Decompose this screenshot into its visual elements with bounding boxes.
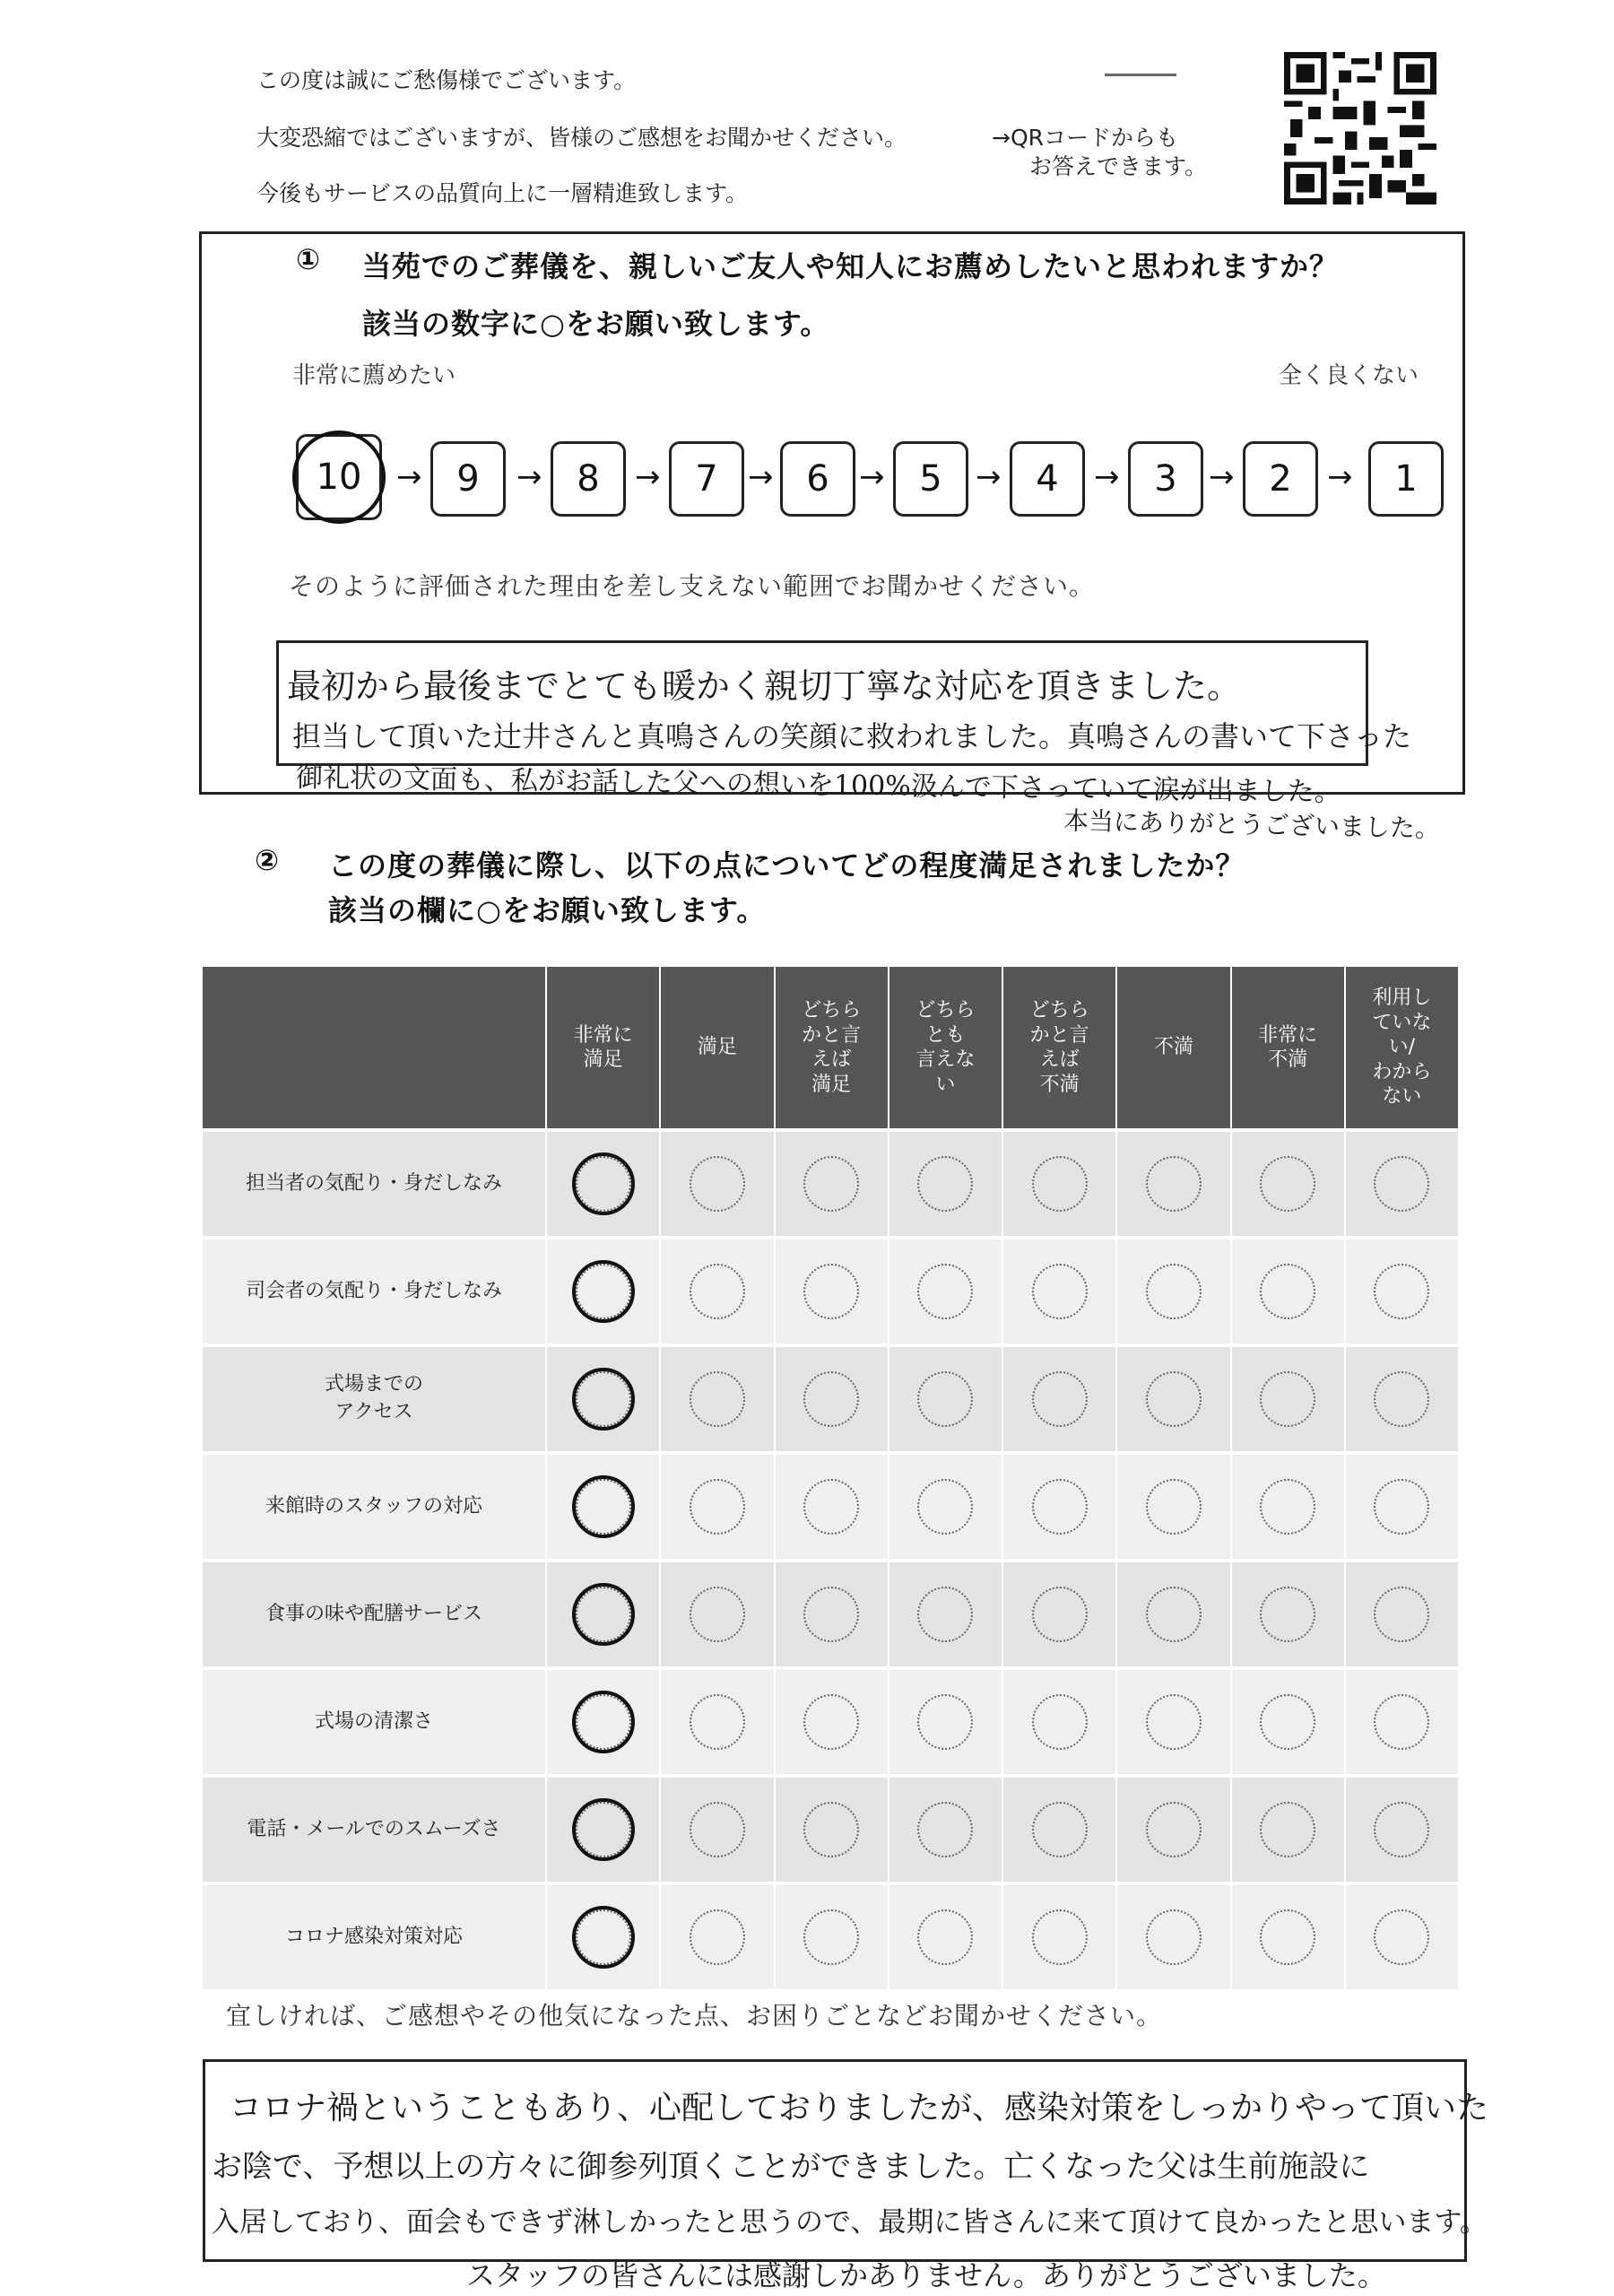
selected-circle-option[interactable]	[576, 1264, 631, 1319]
rating-cell	[1344, 1778, 1458, 1882]
q1-number: ①	[296, 242, 322, 276]
circle-option[interactable]	[1146, 1156, 1202, 1212]
q2-title: この度の葬儀に際し、以下の点についてどの程度満足されましたか？	[328, 848, 1245, 883]
circle-option[interactable]	[1374, 1371, 1429, 1427]
rating-cell	[1344, 1670, 1458, 1774]
scale-3[interactable]	[1128, 441, 1203, 517]
circle-option[interactable]	[690, 1694, 745, 1750]
circle-option[interactable]	[1146, 1371, 1202, 1427]
circle-option[interactable]	[1146, 1264, 1202, 1319]
scale-4[interactable]	[1010, 441, 1085, 517]
circle-option[interactable]	[1032, 1909, 1088, 1965]
circle-option[interactable]	[1032, 1802, 1088, 1857]
selected-circle-option[interactable]	[576, 1156, 631, 1212]
selected-circle-option[interactable]	[576, 1802, 631, 1857]
circle-option[interactable]	[1146, 1694, 1202, 1750]
circle-option[interactable]	[1032, 1587, 1088, 1642]
circle-option[interactable]	[690, 1587, 745, 1642]
circle-option[interactable]	[1374, 1587, 1429, 1642]
circle-option[interactable]	[917, 1802, 973, 1857]
table-row	[203, 1451, 1458, 1559]
circle-option[interactable]	[690, 1264, 745, 1319]
rating-cell	[545, 1562, 659, 1666]
circle-option[interactable]	[803, 1802, 859, 1857]
circle-option[interactable]	[1146, 1802, 1202, 1857]
col-header: 非常に 不満	[1230, 967, 1344, 1128]
rating-cell	[1002, 1562, 1115, 1666]
circle-option[interactable]	[803, 1694, 859, 1750]
selected-circle-option[interactable]	[576, 1587, 631, 1642]
rating-cell	[1115, 1778, 1229, 1882]
circle-option[interactable]	[1260, 1156, 1315, 1212]
rating-cell	[1344, 1455, 1458, 1559]
col-header: 利用し ていな い/ わから ない	[1344, 967, 1458, 1128]
circle-option[interactable]	[690, 1802, 745, 1857]
circle-option[interactable]	[1146, 1909, 1202, 1965]
circle-option[interactable]	[1374, 1694, 1429, 1750]
scale-1[interactable]	[1368, 441, 1444, 517]
rating-cell	[1230, 1132, 1344, 1236]
comment-line-2: お陰で、予想以上の方々に御参列頂くことができました。亡くなった父は生前施設に	[212, 2149, 1370, 2185]
intro-line-1: この度は誠にご愁傷様でございます。	[256, 67, 637, 93]
rating-cell	[888, 1455, 1002, 1559]
q3-prompt: 宜しければ、ご感想やその他気になった点、お困りごとなどお聞かせください。	[226, 2001, 1163, 2031]
circle-option[interactable]	[1032, 1156, 1088, 1212]
circle-option[interactable]	[1032, 1479, 1088, 1535]
circle-option[interactable]	[690, 1156, 745, 1212]
table-row	[203, 1559, 1458, 1666]
scale-value: 5	[919, 458, 942, 500]
circle-option[interactable]	[1032, 1264, 1088, 1319]
scale-9[interactable]	[430, 441, 506, 517]
intro-line-3: 今後もサービスの品質向上に一層精進致します。	[256, 180, 749, 206]
scale-2[interactable]	[1243, 441, 1318, 517]
circle-option[interactable]	[1260, 1802, 1315, 1857]
rating-cell	[888, 1132, 1002, 1236]
row-label: コロナ感染対策対応	[284, 1925, 463, 1948]
table-header	[203, 967, 1458, 1128]
q1-title: 当苑でのご葬儀を、親しいご友人や知人にお薦めしたいと思われますか？	[362, 249, 1340, 283]
circle-option[interactable]	[803, 1909, 859, 1965]
circle-option[interactable]	[917, 1909, 973, 1965]
circle-option[interactable]	[1260, 1587, 1315, 1642]
circle-option[interactable]	[1260, 1371, 1315, 1427]
handwritten-line-4: 本当にありがとうございました。	[1063, 805, 1441, 844]
comment-line-3: 入居しており、面会もできず淋しかったと思うので、最期に皆さんに来て頂けて良かったと思います。	[212, 2206, 1488, 2239]
comment-line-4: スタッフの皆さんには感謝しかありません。ありがとうございました。	[466, 2258, 1386, 2292]
q1-subtitle: 該当の数字に○をお願い致します。	[362, 307, 830, 341]
rating-cell	[774, 1132, 888, 1236]
row-label: 担当者の気配り・身だしなみ	[245, 1171, 502, 1195]
rating-cell	[1230, 1347, 1344, 1451]
rating-cell	[545, 1455, 659, 1559]
rating-cell	[1115, 1347, 1229, 1451]
rating-cell	[1344, 1239, 1458, 1344]
scale-value: 1	[1394, 458, 1418, 500]
rating-cell	[1344, 1885, 1458, 1989]
rating-cell	[1230, 1885, 1344, 1989]
handwritten-line-1: 最初から最後までとても暖かく親切丁寧な対応を頂きました。	[287, 666, 1242, 706]
rating-cell	[888, 1347, 1002, 1451]
arrow-icon: →	[859, 459, 885, 495]
scale-value: 3	[1154, 458, 1177, 500]
selected-circle-option[interactable]	[576, 1371, 631, 1427]
rating-cell	[774, 1562, 888, 1666]
rating-cell	[1230, 1239, 1344, 1344]
circle-option[interactable]	[803, 1371, 859, 1427]
table-row	[203, 1128, 1458, 1236]
table-row	[203, 1882, 1458, 1989]
rating-cell	[545, 1347, 659, 1451]
rating-cell	[545, 1670, 659, 1774]
circle-option[interactable]	[1260, 1909, 1315, 1965]
circle-option[interactable]	[1374, 1156, 1429, 1212]
arrow-icon: →	[976, 459, 1002, 495]
circle-option[interactable]	[917, 1587, 973, 1642]
qr-note-2: お答えできます。	[1029, 153, 1208, 179]
circle-option[interactable]	[917, 1694, 973, 1750]
rating-cell	[774, 1347, 888, 1451]
col-header: どちら とも 言えな い	[888, 967, 1002, 1128]
col-header: 非常に 満足	[545, 967, 659, 1128]
arrow-icon: →	[748, 459, 774, 495]
selected-circle	[292, 430, 386, 524]
satisfaction-table	[203, 967, 1458, 1989]
rating-cell	[1230, 1670, 1344, 1774]
rating-scale	[296, 434, 1453, 524]
rating-cell	[545, 1132, 659, 1236]
scale-5[interactable]	[893, 441, 968, 517]
rating-cell	[1002, 1132, 1115, 1236]
rating-cell	[1115, 1562, 1229, 1666]
rating-cell	[1002, 1778, 1115, 1882]
rating-cell	[774, 1778, 888, 1882]
circle-option[interactable]	[917, 1371, 973, 1427]
circle-option[interactable]	[690, 1909, 745, 1965]
circle-option[interactable]	[803, 1587, 859, 1642]
circle-option[interactable]	[1260, 1264, 1315, 1319]
rating-cell	[888, 1562, 1002, 1666]
rating-cell	[659, 1778, 773, 1882]
rating-cell	[1230, 1455, 1344, 1559]
qr-note-1: →QRコードからも	[992, 125, 1178, 151]
rating-cell	[545, 1778, 659, 1882]
circle-option[interactable]	[1032, 1371, 1088, 1427]
row-label: 式場までの アクセス	[324, 1373, 423, 1423]
arrow-icon: →	[635, 459, 661, 495]
selected-circle-option[interactable]	[576, 1909, 631, 1965]
arrow-icon: →	[396, 459, 422, 495]
rating-cell	[545, 1885, 659, 1989]
circle-option[interactable]	[1146, 1479, 1202, 1535]
header-blank	[203, 967, 545, 1128]
circle-option[interactable]	[690, 1479, 745, 1535]
rating-cell	[1002, 1347, 1115, 1451]
label-high: 非常に薦めたい	[292, 362, 456, 389]
rating-cell	[659, 1347, 773, 1451]
rating-cell	[1115, 1885, 1229, 1989]
rating-cell	[1002, 1455, 1115, 1559]
handwritten-line-2: 担当して頂いた辻井さんと真鳴さんの笑顔に救われました。真鳴さんの書いて下さった	[292, 719, 1412, 753]
row-label: 司会者の気配り・身だしなみ	[245, 1279, 502, 1302]
rating-cell	[888, 1239, 1002, 1344]
rating-cell	[888, 1670, 1002, 1774]
row-label: 食事の味や配膳サービス	[265, 1602, 482, 1625]
arrow-icon: →	[1209, 459, 1235, 495]
rating-cell	[659, 1132, 773, 1236]
rating-cell	[659, 1562, 773, 1666]
col-header: 満足	[659, 967, 773, 1128]
arrow-icon: →	[1327, 459, 1353, 495]
rating-cell	[1002, 1239, 1115, 1344]
row-label: 来館時のスタッフの対応	[265, 1494, 482, 1518]
rating-cell	[1344, 1132, 1458, 1236]
rating-cell	[1344, 1347, 1458, 1451]
rating-cell	[774, 1239, 888, 1344]
scale-value: 10	[316, 457, 362, 498]
rating-cell	[659, 1239, 773, 1344]
selected-circle-option[interactable]	[576, 1694, 631, 1750]
rating-cell	[659, 1455, 773, 1559]
intro-line-2: 大変恐縮ではございますが、皆様のご感想をお聞かせください。	[256, 125, 907, 151]
row-label: 式場の清潔さ	[314, 1709, 433, 1733]
rating-cell	[1115, 1455, 1229, 1559]
circle-option[interactable]	[1146, 1587, 1202, 1642]
col-header: 不満	[1115, 967, 1229, 1128]
scale-7[interactable]	[669, 441, 744, 517]
table-row	[203, 1236, 1458, 1344]
circle-option[interactable]	[917, 1156, 973, 1212]
circle-option[interactable]	[1260, 1479, 1315, 1535]
rating-cell	[1230, 1562, 1344, 1666]
col-header: どちら かと言 えば 不満	[1002, 967, 1115, 1128]
col-header: どちら かと言 えば 満足	[774, 967, 888, 1128]
scale-6[interactable]	[780, 441, 855, 517]
comment-line-1: コロナ禍ということもあり、心配しておりましたが、感染対策をしっかりやって頂いた	[230, 2090, 1489, 2126]
circle-option[interactable]	[1032, 1694, 1088, 1750]
arrow-icon: →	[1094, 459, 1120, 495]
scale-value: 6	[806, 458, 829, 500]
scale-value: 4	[1036, 458, 1059, 500]
q2-subtitle: 該当の欄に○をお願い致します。	[328, 893, 767, 927]
rating-cell	[888, 1885, 1002, 1989]
q2-number: ②	[255, 843, 281, 877]
qr-code-icon[interactable]	[1284, 52, 1436, 204]
rating-cell	[774, 1670, 888, 1774]
rating-cell	[659, 1885, 773, 1989]
selected-circle-option[interactable]	[576, 1479, 631, 1535]
scale-value: 7	[695, 458, 718, 500]
rating-cell	[1002, 1670, 1115, 1774]
scale-value: 9	[456, 458, 480, 500]
rating-cell	[1230, 1778, 1344, 1882]
rating-cell	[774, 1885, 888, 1989]
circle-option[interactable]	[690, 1371, 745, 1427]
rating-cell	[1115, 1239, 1229, 1344]
rating-cell	[659, 1670, 773, 1774]
circle-option[interactable]	[1374, 1909, 1429, 1965]
rating-cell	[1115, 1670, 1229, 1774]
circle-option[interactable]	[1374, 1264, 1429, 1319]
rating-cell	[545, 1239, 659, 1344]
scale-value: 2	[1269, 458, 1292, 500]
rating-cell	[888, 1778, 1002, 1882]
circle-option[interactable]	[1374, 1479, 1429, 1535]
table-row	[203, 1344, 1458, 1451]
rating-cell	[1115, 1132, 1229, 1236]
rating-cell	[774, 1455, 888, 1559]
scale-value: 8	[577, 458, 600, 500]
table-row	[203, 1666, 1458, 1774]
rating-cell	[1002, 1885, 1115, 1989]
circle-option[interactable]	[1260, 1694, 1315, 1750]
rating-cell	[1344, 1562, 1458, 1666]
handwritten-line-3: 御礼状の文面も、私がお話した父への想いを100%汲んで下さっていて涙が出ました。	[295, 761, 1341, 809]
circle-option[interactable]	[803, 1479, 859, 1535]
circle-option[interactable]	[803, 1156, 859, 1212]
reason-prompt: そのように評価された理由を差し支えない範囲でお聞かせください。	[289, 571, 1096, 601]
circle-option[interactable]	[1374, 1802, 1429, 1857]
table-row	[203, 1774, 1458, 1882]
label-low: 全く良くない	[1279, 362, 1419, 389]
circle-option[interactable]	[803, 1264, 859, 1319]
arrow-icon: →	[516, 459, 542, 495]
row-label: 電話・メールでのスムーズさ	[247, 1817, 501, 1840]
top-divider	[1105, 74, 1176, 76]
scale-8[interactable]	[551, 441, 626, 517]
circle-option[interactable]	[917, 1479, 973, 1535]
circle-option[interactable]	[917, 1264, 973, 1319]
